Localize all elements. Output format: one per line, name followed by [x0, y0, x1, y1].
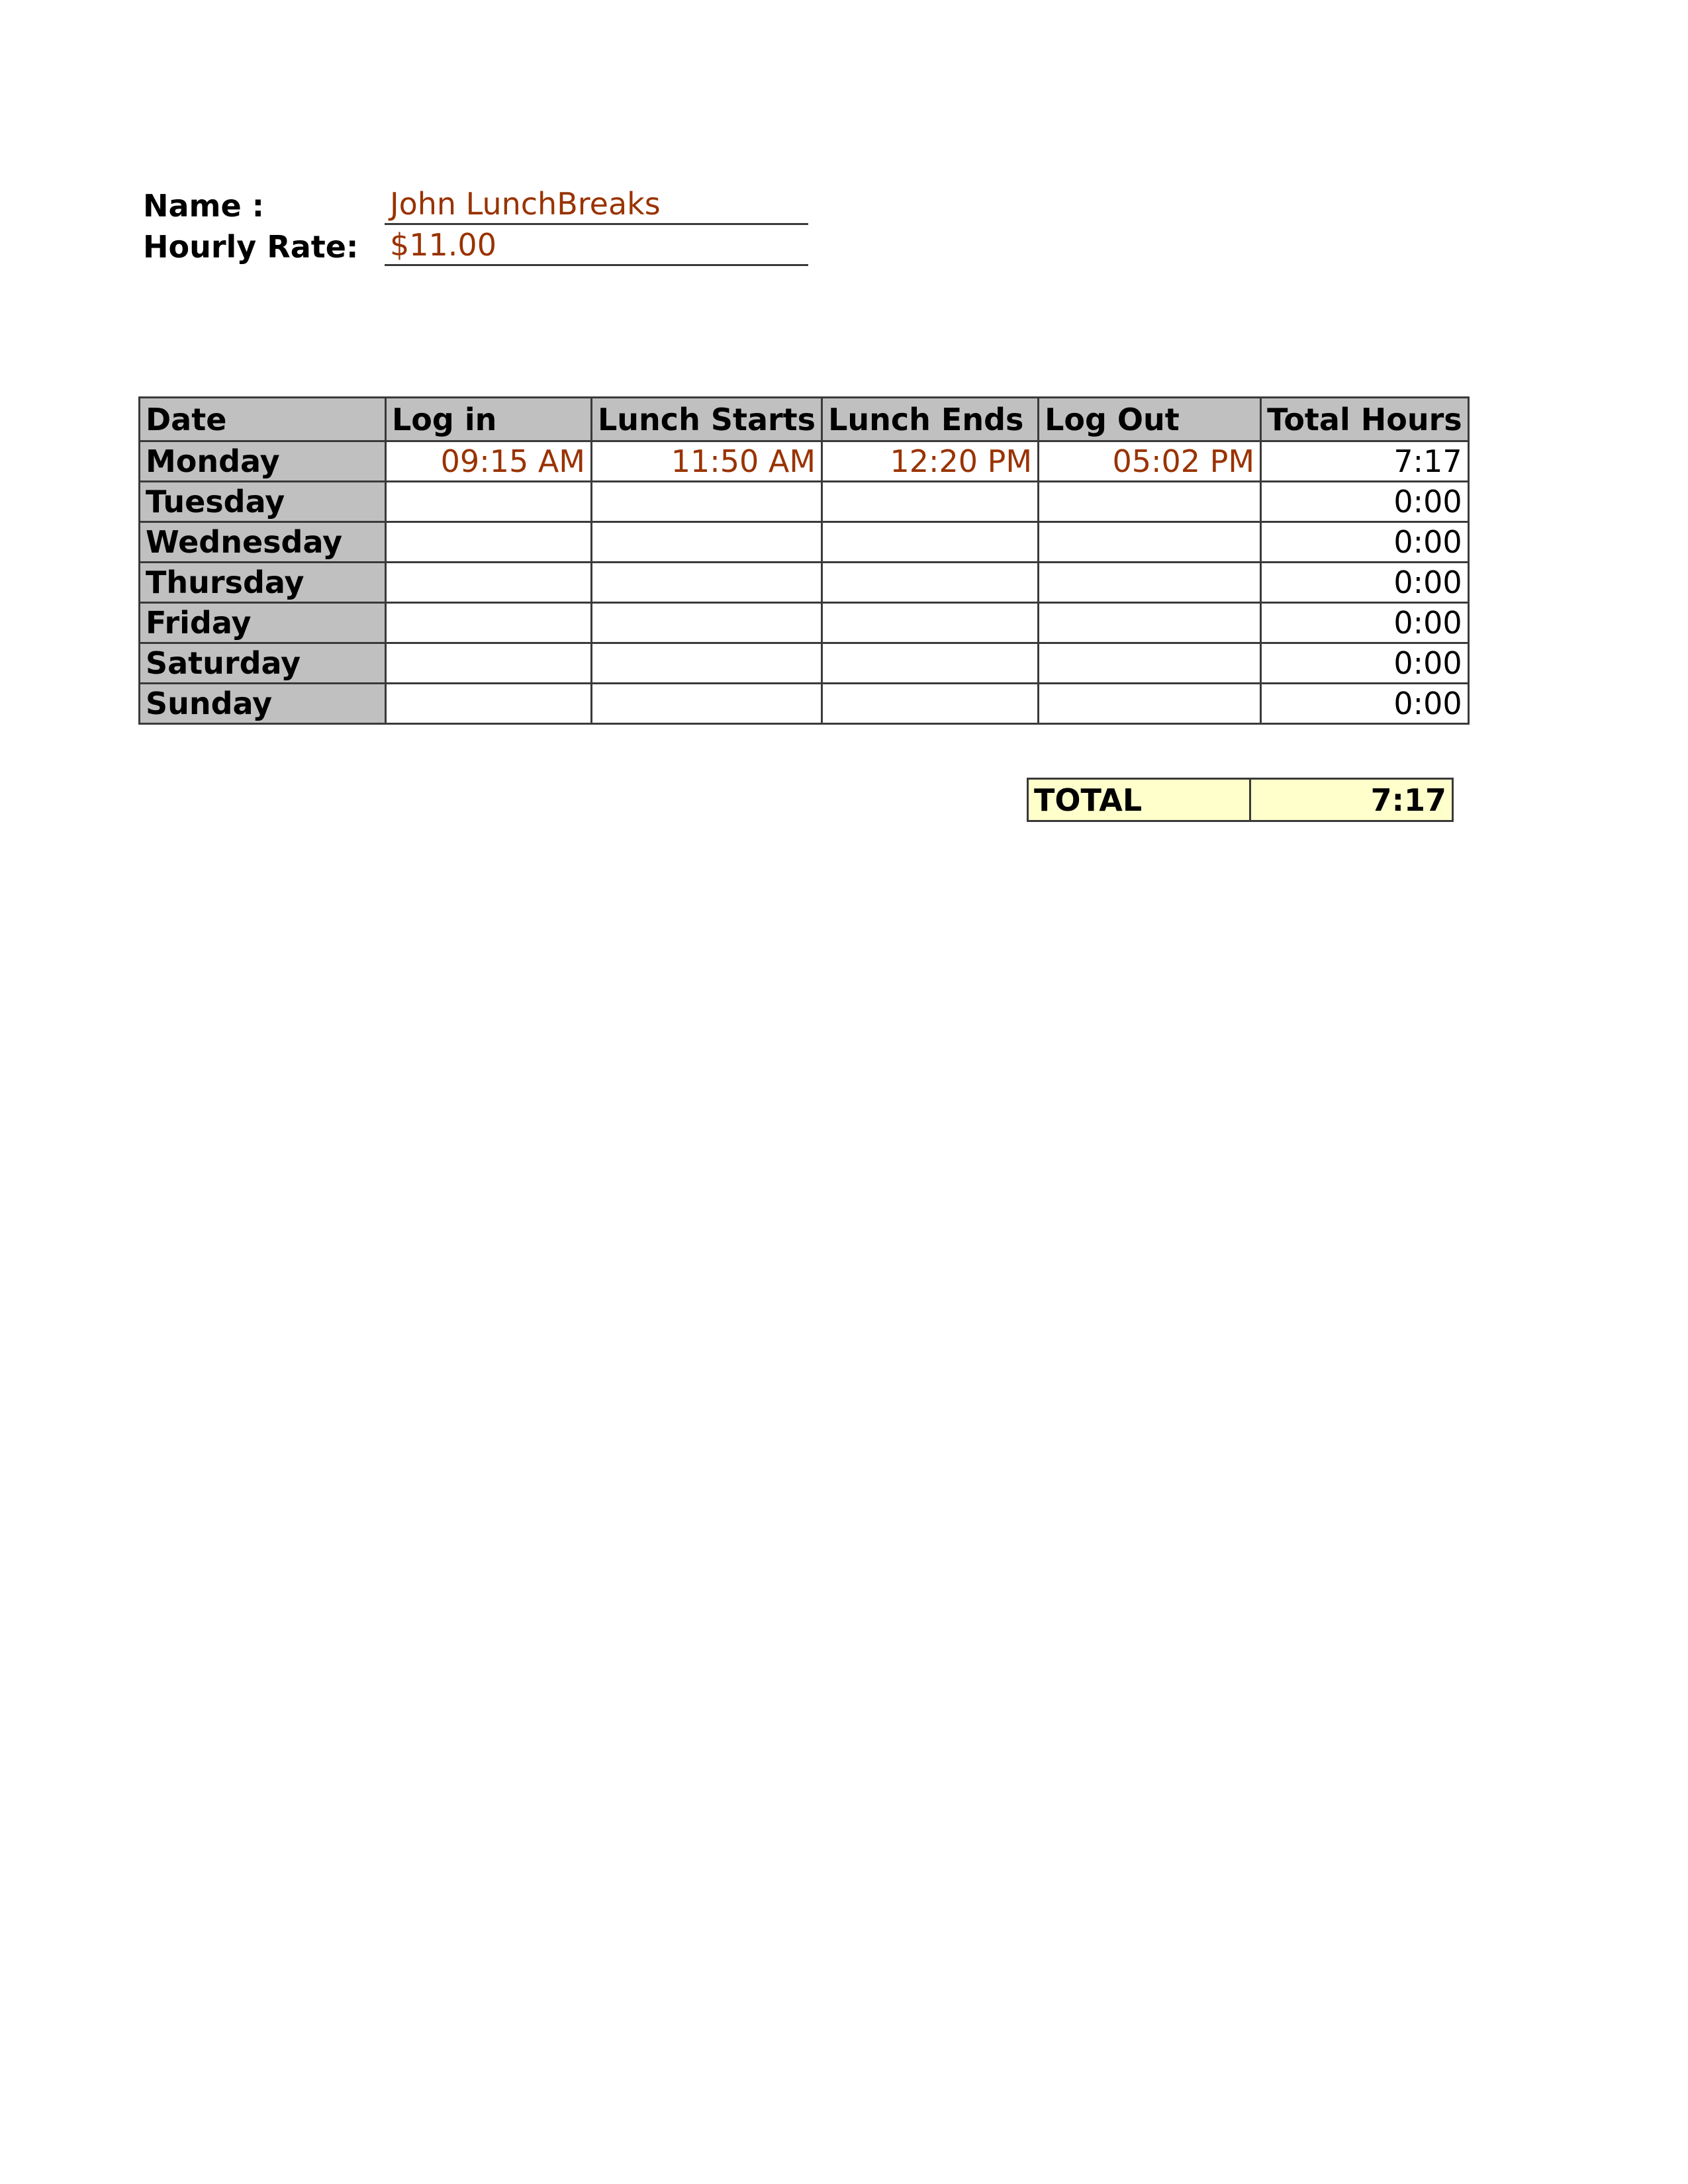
- lunch-starts-cell[interactable]: [592, 482, 822, 522]
- lunch-ends-cell[interactable]: [822, 563, 1039, 603]
- lunch-starts-cell[interactable]: [592, 603, 822, 643]
- lunch-ends-cell[interactable]: [822, 643, 1039, 684]
- log-in-cell[interactable]: 09:15 AM: [386, 441, 592, 482]
- log-out-cell[interactable]: [1039, 563, 1261, 603]
- total-hours-cell: 0:00: [1261, 563, 1469, 603]
- lunch-ends-cell[interactable]: 12:20 PM: [822, 441, 1039, 482]
- day-cell: Thursday: [140, 563, 386, 603]
- total-hours-cell: 0:00: [1261, 603, 1469, 643]
- total-hours-cell: 0:00: [1261, 522, 1469, 563]
- lunch-ends-cell[interactable]: [822, 684, 1039, 724]
- lunch-starts-cell[interactable]: [592, 643, 822, 684]
- table-row: [140, 482, 1469, 522]
- log-out-cell[interactable]: [1039, 684, 1261, 724]
- log-in-cell[interactable]: [386, 563, 592, 603]
- table-row: [140, 441, 1469, 482]
- total-row: [1028, 779, 1453, 821]
- day-cell: Sunday: [140, 684, 386, 724]
- log-in-cell[interactable]: [386, 643, 592, 684]
- name-field[interactable]: John LunchBreaks: [385, 185, 808, 225]
- hourly-rate-label: Hourly Rate:: [143, 229, 359, 265]
- total-summary: [1027, 778, 1454, 822]
- header-row: [140, 398, 1469, 441]
- name-label: Name :: [143, 188, 265, 224]
- log-out-cell[interactable]: [1039, 482, 1261, 522]
- lunch-starts-cell[interactable]: [592, 522, 822, 563]
- hourly-rate-field[interactable]: $11.00: [385, 226, 808, 266]
- total-hours-cell: 7:17: [1261, 441, 1469, 482]
- lunch-starts-cell[interactable]: 11:50 AM: [592, 441, 822, 482]
- header-lunch-starts: Lunch Starts: [592, 398, 822, 441]
- header-total-hours: Total Hours: [1261, 398, 1469, 441]
- log-out-cell[interactable]: [1039, 603, 1261, 643]
- day-cell: Saturday: [140, 643, 386, 684]
- day-cell: Wednesday: [140, 522, 386, 563]
- lunch-ends-cell[interactable]: [822, 603, 1039, 643]
- table-row: [140, 684, 1469, 724]
- day-cell: Friday: [140, 603, 386, 643]
- timesheet-table: [138, 396, 1470, 725]
- log-out-cell[interactable]: [1039, 522, 1261, 563]
- total-hours-cell: 0:00: [1261, 482, 1469, 522]
- log-in-cell[interactable]: [386, 522, 592, 563]
- header-lunch-ends: Lunch Ends: [822, 398, 1039, 441]
- lunch-starts-cell[interactable]: [592, 563, 822, 603]
- log-in-cell[interactable]: [386, 482, 592, 522]
- lunch-ends-cell[interactable]: [822, 522, 1039, 563]
- table-row: [140, 603, 1469, 643]
- table-row: [140, 522, 1469, 563]
- header-date: Date: [140, 398, 386, 441]
- header-log-in: Log in: [386, 398, 592, 441]
- table-row: [140, 563, 1469, 603]
- log-in-cell[interactable]: [386, 603, 592, 643]
- log-in-cell[interactable]: [386, 684, 592, 724]
- total-value: 7:17: [1250, 779, 1453, 821]
- table-row: [140, 643, 1469, 684]
- log-out-cell[interactable]: 05:02 PM: [1039, 441, 1261, 482]
- lunch-ends-cell[interactable]: [822, 482, 1039, 522]
- total-label: TOTAL: [1028, 779, 1250, 821]
- header-log-out: Log Out: [1039, 398, 1261, 441]
- log-out-cell[interactable]: [1039, 643, 1261, 684]
- total-hours-cell: 0:00: [1261, 643, 1469, 684]
- day-cell: Monday: [140, 441, 386, 482]
- total-hours-cell: 0:00: [1261, 684, 1469, 724]
- day-cell: Tuesday: [140, 482, 386, 522]
- lunch-starts-cell[interactable]: [592, 684, 822, 724]
